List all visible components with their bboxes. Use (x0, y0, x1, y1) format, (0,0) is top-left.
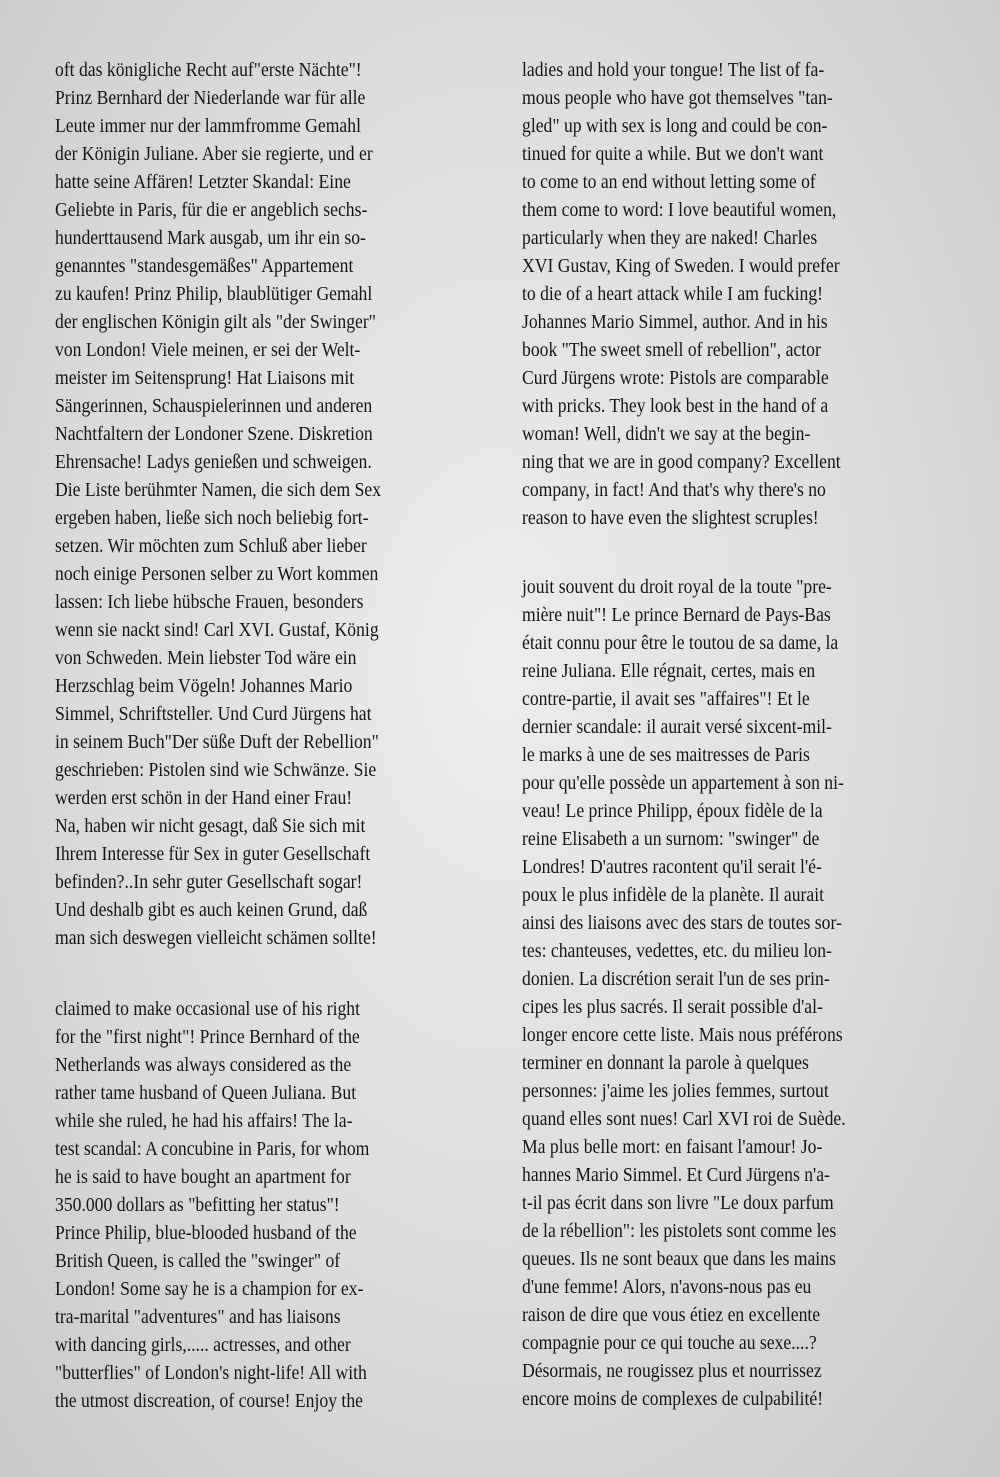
text-line: pour qu'elle possède un appartement à son ni- (522, 772, 844, 794)
text-line: hatte seine Affären! Letzter Skandal: Eine (55, 171, 351, 193)
text-line: while she ruled, he had his affairs! The la- (55, 1110, 353, 1132)
text-line: claimed to make occasional use of his right (55, 998, 361, 1020)
text-line: for the "first night"! Prince Bernhard of the (55, 1026, 360, 1048)
text-line: quand elles sont nues! Carl XVI roi de Suède. (522, 1108, 846, 1130)
text-line: longer encore cette liste. Mais nous préférons (522, 1024, 843, 1046)
text-line: ladies and hold your tongue! The list of fa- (522, 59, 825, 81)
text-line: company, in fact! And that's why there's no (522, 479, 826, 501)
text-line: ning that we are in good company? Excellent (522, 451, 841, 473)
text-line: queues. Ils ne sont beaux que dans les mains (522, 1248, 836, 1270)
text-line: man sich deswegen vielleicht schämen sollte! (55, 927, 377, 949)
text-line: jouit souvent du droit royal de la toute "pre- (522, 576, 832, 598)
text-line: London! Some say he is a champion for ex- (55, 1278, 364, 1300)
text-line: wenn sie nackt sind! Carl XVI. Gustaf, König (55, 619, 379, 641)
text-line: Johannes Mario Simmel, author. And in his (522, 311, 828, 333)
text-line: de la rébellion": les pistolets sont comme les (522, 1220, 837, 1242)
text-line: Londres! D'autres racontent qu'il serait l'é- (522, 856, 822, 878)
german-text-block (55, 56, 490, 952)
text-line: XVI Gustav, King of Sweden. I would prefer (522, 255, 840, 277)
text-line: Geliebte in Paris, für die er angeblich sechs- (55, 199, 368, 221)
text-line: hunderttausend Mark ausgab, um ihr ein so- (55, 227, 366, 249)
text-line: British Queen, is called the "swinger" of (55, 1250, 341, 1272)
text-line: to die of a heart attack while I am fucking! (522, 283, 824, 305)
text-line: genanntes "standesgemäßes" Appartement (55, 255, 354, 277)
text-line: test scandal: A concubine in Paris, for whom (55, 1138, 370, 1160)
text-line: t-il pas écrit dans son livre "Le doux parfum (522, 1192, 834, 1214)
text-line: Ma plus belle mort: en faisant l'amour! Jo- (522, 1136, 823, 1158)
text-line: zu kaufen! Prinz Philip, blaublütiger Gemahl (55, 283, 373, 305)
text-line: geschrieben: Pistolen sind wie Schwänze. Sie (55, 759, 377, 781)
text-line: poux le plus infidèle de la planète. Il aurait (522, 884, 825, 906)
text-line: Die Liste berühmter Namen, die sich dem Sex (55, 479, 382, 501)
text-line: woman! Well, didn't we say at the begin- (522, 423, 811, 445)
text-line: der Königin Juliane. Aber sie regierte, und er (55, 143, 373, 165)
text-line: tes: chanteuses, vedettes, etc. du milieu lon- (522, 940, 832, 962)
text-line: encore moins de complexes de culpabilité! (522, 1388, 824, 1410)
text-line: Nachtfaltern der Londoner Szene. Diskretion (55, 423, 373, 445)
text-line: oft das königliche Recht auf"erste Nächte"! (55, 59, 362, 81)
text-line: lassen: Ich liebe hübsche Frauen, besonders (55, 591, 364, 613)
text-line: in seinem Buch"Der süße Duft der Rebellion" (55, 731, 379, 753)
text-line: donien. La discrétion serait l'un de ses prin- (522, 968, 830, 990)
text-line: cipes les plus sacrés. Il serait possible d'al- (522, 996, 823, 1018)
text-line: raison de dire que vous étiez en excellente (522, 1304, 821, 1326)
text-line: mous people who have got themselves "tan- (522, 87, 833, 109)
text-line: noch einige Personen selber zu Wort kommen (55, 563, 379, 585)
text-line: compagnie pour ce qui touche au sexe....? (522, 1332, 817, 1354)
text-line: Ihrem Interesse für Sex in guter Gesellschaft (55, 843, 371, 865)
text-line: befinden?..In sehr guter Gesellschaft sogar! (55, 871, 363, 893)
text-line: them come to word: I love beautiful women, (522, 199, 837, 221)
text-line: le marks à une de ses maitresses de Paris (522, 744, 810, 766)
text-line: book "The sweet smell of rebellion", actor (522, 339, 821, 361)
text-line: "butterflies" of London's night-life! All with (55, 1362, 367, 1384)
text-line: Herzschlag beim Vögeln! Johannes Mario (55, 675, 353, 697)
text-line: 350.000 dollars as "befitting her status"! (55, 1194, 340, 1216)
text-line: ergeben haben, ließe sich noch beliebig fort- (55, 507, 369, 529)
text-line: meister im Seitensprung! Hat Liaisons mit (55, 367, 355, 389)
text-line: contre-partie, il avait ses "affaires"! Et le (522, 688, 810, 710)
text-line: dernier scandale: il aurait versé sixcent-mil- (522, 716, 832, 738)
text-line: werden erst schön in der Hand einer Frau! (55, 787, 353, 809)
text-line: d'une femme! Alors, n'avons-nous pas eu (522, 1276, 812, 1298)
text-line: to come to an end without letting some of (522, 171, 816, 193)
text-line: terminer en donnant la parole à quelques (522, 1052, 809, 1074)
text-line: tinued for quite a while. But we don't want (522, 143, 824, 165)
text-line: setzen. Wir möchten zum Schluß aber lieber (55, 535, 367, 557)
text-line: Na, haben wir nicht gesagt, daß Sie sich mit (55, 815, 366, 837)
text-line: Leute immer nur der lammfromme Gemahl (55, 115, 361, 137)
text-line: gled" up with sex is long and could be con- (522, 115, 828, 137)
text-line: particularly when they are naked! Charles (522, 227, 818, 249)
text-line: tra-marital "adventures" and has liaisons (55, 1306, 341, 1328)
text-line: ainsi des liaisons avec des stars de toutes sor- (522, 912, 842, 934)
text-line: reine Elisabeth a un surnom: "swinger" de (522, 828, 820, 850)
text-line: Ehrensache! Ladys genießen und schweigen. (55, 451, 372, 473)
text-line: veau! Le prince Philipp, époux fidèle de la (522, 800, 823, 822)
text-line: von Schweden. Mein liebster Tod wäre ein (55, 647, 357, 669)
text-line: reine Juliana. Elle régnait, certes, mais en (522, 660, 816, 682)
english-text-block-right (522, 56, 962, 532)
text-line: with dancing girls,..... actresses, and other (55, 1334, 351, 1356)
text-line: mière nuit"! Le prince Bernard de Pays-Bas (522, 604, 831, 626)
text-line: the utmost discreation, of course! Enjoy the (55, 1390, 363, 1412)
text-line: Simmel, Schriftsteller. Und Curd Jürgens hat (55, 703, 372, 725)
english-text-block-left (55, 995, 490, 1415)
text-line: Netherlands was always considered as the (55, 1054, 352, 1076)
text-line: hannes Mario Simmel. Et Curd Jürgens n'a- (522, 1164, 830, 1186)
text-line: était connu pour être le toutou de sa dame, la (522, 632, 839, 654)
french-text-block (522, 573, 962, 1413)
text-line: personnes: j'aime les jolies femmes, surtout (522, 1080, 829, 1102)
text-line: with pricks. They look best in the hand of a (522, 395, 829, 417)
text-line: reason to have even the slightest scruples! (522, 507, 819, 529)
text-line: Désormais, ne rougissez plus et nourrissez (522, 1360, 822, 1382)
text-line: rather tame husband of Queen Juliana. But (55, 1082, 357, 1104)
text-line: Curd Jürgens wrote: Pistols are comparable (522, 367, 829, 389)
text-line: Prinz Bernhard der Niederlande war für alle (55, 87, 366, 109)
text-line: von London! Viele meinen, er sei der Welt- (55, 339, 361, 361)
text-line: der englischen Königin gilt als "der Swinger" (55, 311, 376, 333)
text-line: Und deshalb gibt es auch keinen Grund, daß (55, 899, 368, 921)
text-line: Prince Philip, blue-blooded husband of the (55, 1222, 357, 1244)
text-line: he is said to have bought an apartment for (55, 1166, 351, 1188)
text-line: Sängerinnen, Schauspielerinnen und anderen (55, 395, 373, 417)
